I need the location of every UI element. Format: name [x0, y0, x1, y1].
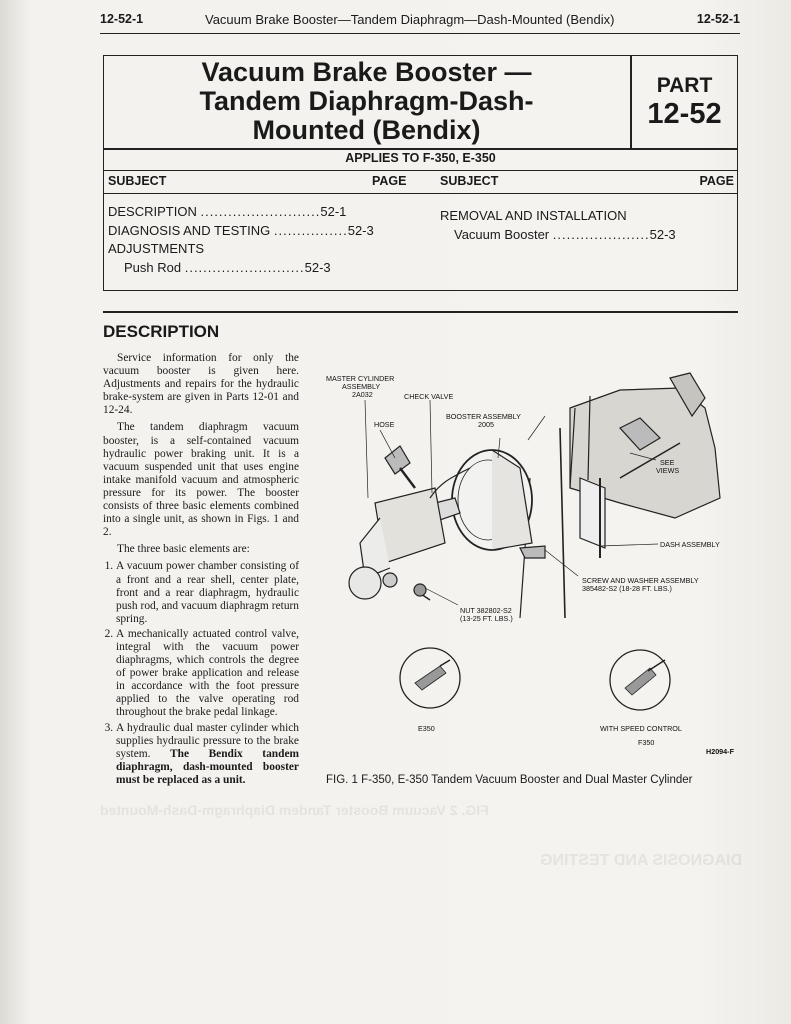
part-label: PART	[656, 74, 713, 97]
element-list	[103, 560, 299, 787]
label-2a032: 2A032	[352, 390, 373, 399]
col-page-left: PAGE	[372, 174, 407, 188]
section-rule	[103, 311, 738, 313]
description-body	[103, 352, 299, 789]
header-page-left: 12-52-1	[100, 12, 144, 26]
section-heading: DESCRIPTION	[103, 322, 220, 341]
label-booster-assembly: BOOSTER ASSEMBLY	[446, 412, 521, 421]
toc-entry-removal	[440, 208, 627, 223]
header-rule	[100, 33, 740, 34]
label-assembly: ASSEMBLY	[342, 382, 381, 391]
applies-to: APPLIES TO F-350, E-350	[345, 151, 496, 165]
paragraph: The tandem diaphragm vacuum booster, is a self-contained vacuum hydraulic power braking unit. It is a vacuum suspended unit that uses engine intake manifold vacuum and atmospheric pressure for its power. The booster consists of three basic elements combined into a single unit, as shown in Figs. 1 and 2.	[103, 421, 299, 539]
page-title	[104, 58, 629, 148]
label-views: VIEWS	[656, 466, 680, 475]
toc-page: 52-3	[347, 223, 374, 238]
header-title: Vacuum Brake Booster—Tandem Diaphragm—Dash-Mounted (Bendix)	[205, 12, 615, 27]
toc-entry-push-rod[interactable]	[124, 260, 331, 275]
title-line: Vacuum Brake Booster —	[201, 57, 532, 87]
toc-entry-diagnosis[interactable]	[108, 223, 374, 238]
bleed-through-text: DIAGNOSIS AND TESTING	[540, 852, 743, 869]
figure-1	[320, 368, 740, 768]
toc-subject: Vacuum Booster	[454, 227, 550, 242]
list-item: 2. A mechanically actuated control valve, integral with the vacuum power diaphragms, which controls the degree of power brake application and release in accordance with the foot pressure applied to the valve operating rod throughout the brake pedal linkage.	[116, 628, 299, 720]
label-nut-torque: (13-25 FT. LBS.)	[460, 614, 513, 623]
paragraph: The three basic elements are:	[117, 543, 250, 556]
paragraph: Service information for only the vacuum booster is given here. Adjustments and repairs for the hydraulic brake-system are given in Parts 12-01 and 12-24.	[103, 352, 299, 417]
label-check-valve: CHECK VALVE	[404, 392, 454, 401]
toc-subject: REMOVAL AND INSTALLATION	[440, 208, 627, 223]
toc-subject: DIAGNOSIS AND TESTING	[108, 223, 271, 238]
figure-caption: FIG. 1 F-350, E-350 Tandem Vacuum Booster and Dual Master Cylinder	[326, 774, 693, 786]
label-see: SEE	[660, 458, 675, 467]
toc-entry-vacuum-booster[interactable]	[454, 227, 676, 242]
toc-page: 52-1	[320, 204, 347, 219]
title-box	[103, 55, 738, 291]
list-item-text: A hydraulic dual master cylinder which supplies hydraulic pressure to the brake system.	[116, 721, 299, 760]
warning-text: The Bendix tandem diaphragm, dash-mounted booster must be replaced as a unit.	[116, 747, 299, 786]
figure-code: H2094-F	[706, 747, 734, 756]
title-line: Tandem Diaphragm-Dash-	[199, 86, 534, 116]
divider	[104, 170, 737, 171]
label-hose: HOSE	[374, 420, 395, 429]
col-page-right: PAGE	[699, 174, 734, 188]
toc-page: 52-3	[649, 227, 676, 242]
col-subject-right: SUBJECT	[440, 174, 499, 188]
toc-subject: ADJUSTMENTS	[108, 241, 205, 256]
label-screw-washer: SCREW AND WASHER ASSEMBLY	[582, 576, 699, 585]
running-header	[100, 12, 740, 30]
toc-dots: ..........................	[184, 260, 305, 275]
toc-dots: .....................	[552, 227, 650, 242]
toc-entry-adjustments	[108, 241, 204, 256]
toc-dots: ..........................	[200, 204, 321, 219]
toc-entry-description[interactable]	[108, 204, 346, 219]
toc-subject: DESCRIPTION	[108, 204, 197, 219]
label-nut: NUT 382802-S2	[460, 606, 512, 615]
toc-page: 52-3	[304, 260, 331, 275]
header-page-right: 12-52-1	[696, 12, 740, 26]
label-dash-assembly: DASH ASSEMBLY	[660, 540, 720, 549]
label-f350: F350	[638, 738, 655, 747]
list-item	[116, 722, 299, 787]
divider	[104, 148, 737, 150]
label-e350: E350	[418, 724, 435, 733]
title-line: Mounted (Bendix)	[252, 115, 481, 145]
label-2005: 2005	[478, 420, 494, 429]
label-screw-part: 385482-S2 (18-28 FT. LBS.)	[582, 584, 672, 593]
label-speed-control: WITH SPEED CONTROL	[600, 724, 682, 733]
toc-dots: ................	[273, 223, 348, 238]
divider	[104, 193, 737, 194]
bleed-through-text: FIG. 2 Vacuum Booster Tandem Diaphragm-Dash-Mounted	[100, 802, 489, 818]
part-number: 12-52	[647, 98, 722, 130]
toc-subject: Push Rod	[124, 260, 182, 275]
label-master-cylinder: MASTER CYLINDER	[326, 374, 395, 383]
col-subject-left: SUBJECT	[108, 174, 167, 188]
list-item: 1. A vacuum power chamber consisting of a front and a rear shell, center plate, front and a rear diaphragm, hydraulic push rod, and vacuum diaphragm return spring.	[116, 560, 299, 625]
